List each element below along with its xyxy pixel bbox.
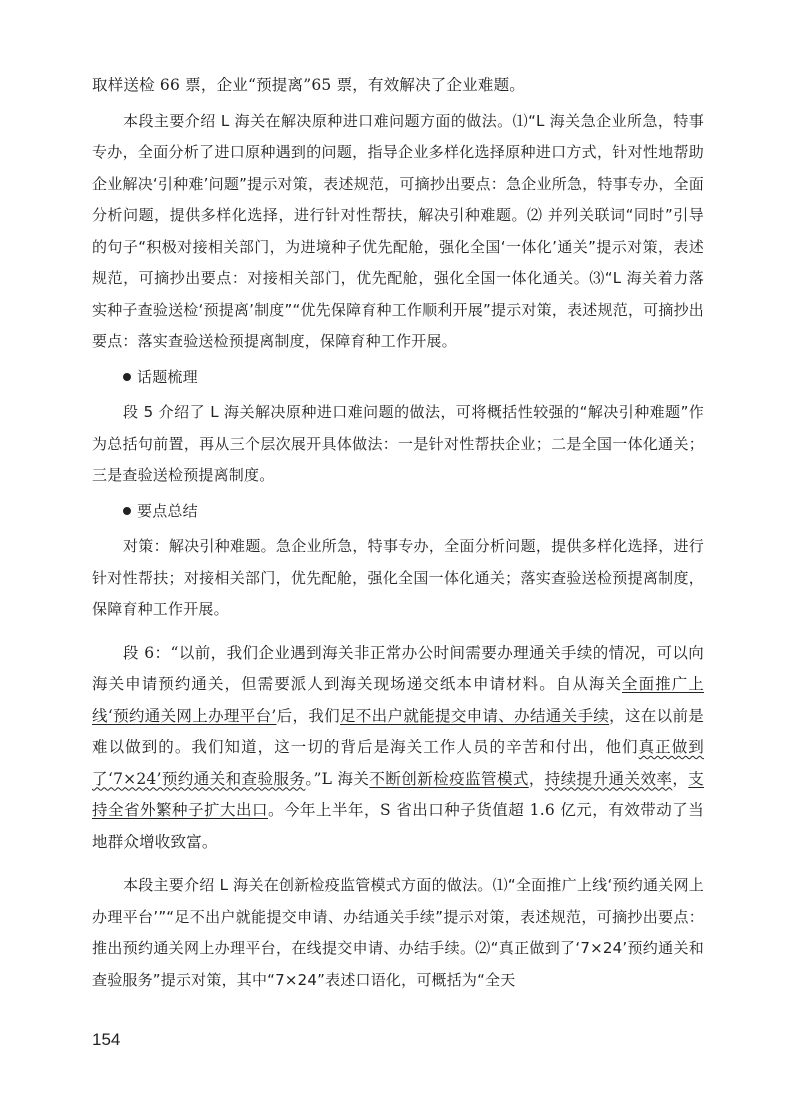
underlined-phrase: 支持全省外繁种子扩大出口 (92, 769, 704, 819)
text-span: 。今年上半年，S 省出口种子货值超 1.6 亿元，有效带动了当地群众增收致富。 (92, 801, 704, 851)
bullet-icon (123, 507, 131, 515)
underlined-phrase: 足不出户就能提交申请、办结通关手续 (340, 706, 610, 725)
paragraph-4: 对策：解决引种难题。急企业所急，特事专办，全面分析问题，提供多样化选择，进行针对性帮扶；对接相关部门，优先配舱，强化全国一体化通关；落实查验送检预提离制度，保障育种工作开展。 (92, 537, 704, 618)
page-body (92, 70, 704, 996)
heading-text: 要点总结 (137, 501, 198, 520)
text-span: ， (672, 769, 689, 788)
text-span: ， (528, 769, 545, 788)
text-span: ，这在以前是难以做到的。我们知道，这一切的背后是海关工作人员的辛苦和付出，他们 (92, 706, 704, 756)
heading-text: 话题梳理 (137, 367, 198, 386)
page-number: 154 (92, 1030, 121, 1049)
underlined-phrase: 不断创新检疫监管模式 (369, 769, 529, 788)
wavy-underlined-phrase: 真正做到了‘7×24’预约通关和查验服务 (92, 738, 704, 788)
heading-topic-review (123, 362, 704, 394)
paragraph-5-quote (92, 638, 704, 859)
paragraph-6: 本段主要介绍 L 海关在创新检疫监管模式方面的做法。⑴“全面推广上线‘预约通关网上办理平台’”“足不出户就能提交申请、办结通关手续”提示对策，表述规范，可摘抄出要点：推出预约通关网上办理平台，在线提交申请、办结手续。⑵“真正做到了‘7×24’预约通关和查验服务”提示对策，其中“7×24”表述口语化，可概括为“全天 (92, 876, 704, 989)
heading-key-summary (123, 496, 704, 528)
paragraph-2: 本段主要介绍 L 海关在解决原种进口难问题方面的做法。⑴“L 海关急企业所急，特事专办，全面分析了进口原种遇到的问题，指导企业多样化选择原种进口方式，针对性地帮助企业解决‘引种难’问题”提示对策，表述规范，可摘抄出要点：急企业所急，特事专办，全面分析问题，提供多样化选择，进行针对性帮扶，解决引种难题。⑵ 并列关联词“同时”引导的句子“积极对接相关部门，为进境种子优先配舱，强化全国‘一体化’通关”提示对策，表述规范，可摘抄出要点：对接相关部门，优先配舱，强化全国一体化通关。⑶“L 海关着力落实种子查验送检‘预提离’制度”“优先保障育种工作顺利开展”提示对策，表述规范，可摘抄出要点：落实查验送检预提离制度，保障育种工作开展。 (92, 111, 704, 350)
underlined-phrase: 全面推广上线‘预约通关网上办理平台’ (92, 675, 704, 725)
paragraph-1: 取样送检 66 票，企业“预提离”65 票，有效解决了企业难题。 (92, 76, 525, 94)
text-span: 。”L 海关 (305, 769, 370, 788)
paragraph-3: 段 5 介绍了 L 海关解决原种进口难问题的做法，可将概括性较强的“解决引种难题”作为总括句前置，再从三个层次展开具体做法：一是针对性帮扶企业；二是全国一体化通关；三是查验送检预提离制度。 (92, 403, 704, 484)
wavy-underlined-phrase: 持续提升通关效率 (544, 769, 673, 788)
text-span: 后，我们 (276, 706, 340, 725)
text-span: 段 6：“以前，我们企业遇到海关非正常办公时间需要办理通关手续的情况，可以向海关申请预约通关，但需要派人到海关现场递交纸本申请材料。自从海关 (92, 643, 704, 693)
bullet-icon (123, 373, 131, 381)
